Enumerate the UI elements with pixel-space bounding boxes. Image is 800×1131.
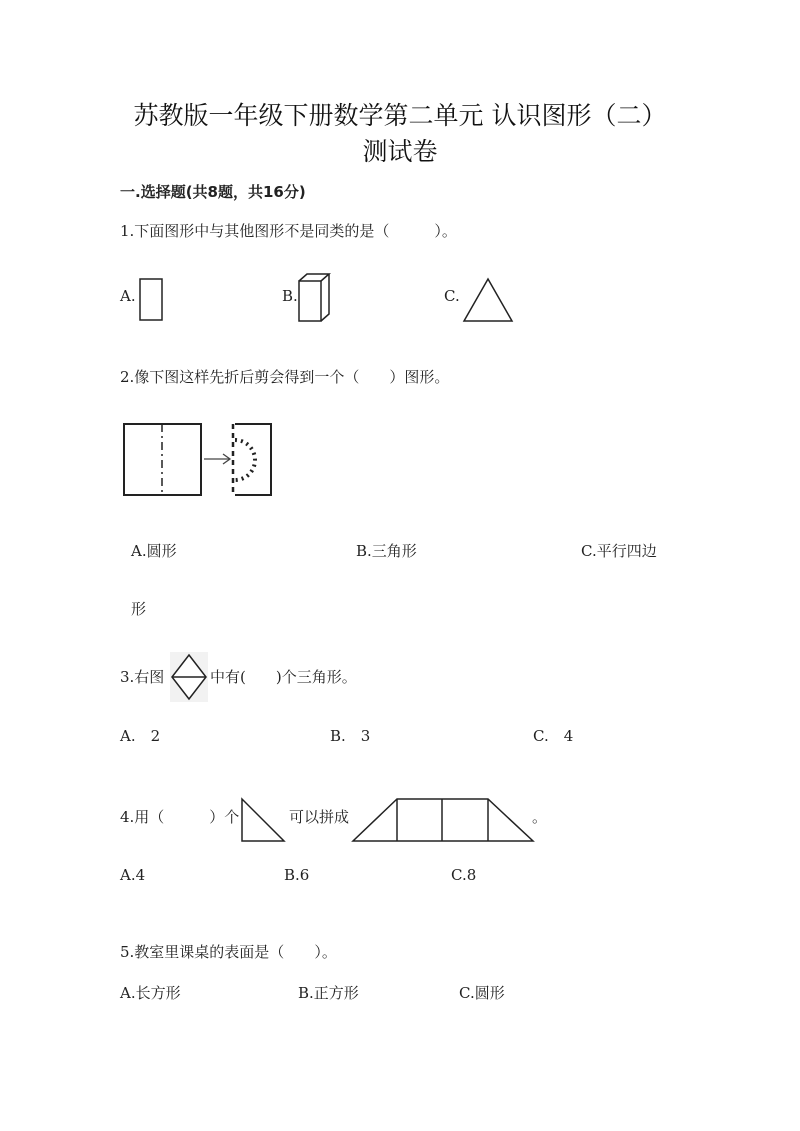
question-1-text: 1.下面图形中与其他图形不是同类的是（ ）。 bbox=[120, 222, 457, 240]
q2-option-c[interactable]: C.平行四边 bbox=[581, 542, 657, 560]
q3-option-c[interactable]: C. 4 bbox=[533, 727, 574, 745]
q3-option-a[interactable]: A. 2 bbox=[120, 727, 161, 745]
q3-option-b[interactable]: B. 3 bbox=[330, 727, 371, 745]
q3-rhombus-figure bbox=[170, 652, 208, 702]
q2-folded-paper-figure bbox=[122, 422, 204, 498]
q1-triangle-figure bbox=[461, 276, 515, 324]
q2-option-a[interactable]: A.圆形 bbox=[131, 542, 177, 560]
question-4-text-1: 4.用（ ）个 bbox=[120, 808, 240, 826]
page-title-line2: 测试卷 bbox=[362, 137, 438, 166]
q2-half-circle-cut-figure bbox=[229, 422, 275, 498]
q1-option-c[interactable]: C. bbox=[444, 287, 460, 305]
q2-option-c-wrap: 形 bbox=[131, 600, 147, 618]
q2-option-b[interactable]: B.三角形 bbox=[356, 542, 417, 560]
q4-option-b[interactable]: B.6 bbox=[284, 866, 310, 884]
question-2-text: 2.像下图这样先折后剪会得到一个（ ）图形。 bbox=[120, 368, 450, 386]
q4-option-c[interactable]: C.8 bbox=[451, 866, 477, 884]
question-3-text-before: 3.右图 bbox=[120, 668, 165, 686]
q1-option-a[interactable]: A. bbox=[120, 287, 136, 305]
q1-cuboid-figure bbox=[296, 271, 332, 325]
q1-option-b[interactable]: B. bbox=[282, 287, 298, 305]
q5-option-c[interactable]: C.圆形 bbox=[459, 984, 505, 1002]
question-4-text-2: 可以拼成 bbox=[289, 808, 350, 826]
q4-trapezoid-figure bbox=[350, 796, 536, 846]
question-3-text-after: 中有( )个三角形。 bbox=[210, 668, 357, 686]
q4-right-triangle-figure bbox=[238, 796, 288, 846]
question-4-text-3: 。 bbox=[532, 808, 548, 826]
q1-rectangle-figure bbox=[138, 277, 166, 323]
q5-option-a[interactable]: A.长方形 bbox=[120, 984, 181, 1002]
q4-option-a[interactable]: A.4 bbox=[120, 866, 146, 884]
question-5-text: 5.教室里课桌的表面是（ ）。 bbox=[120, 943, 337, 961]
page-title-line1: 苏教版一年级下册数学第二单元 认识图形（二） bbox=[133, 101, 667, 130]
section-heading: 一.选择题(共8题，共16分) bbox=[120, 183, 306, 201]
q5-option-b[interactable]: B.正方形 bbox=[298, 984, 359, 1002]
